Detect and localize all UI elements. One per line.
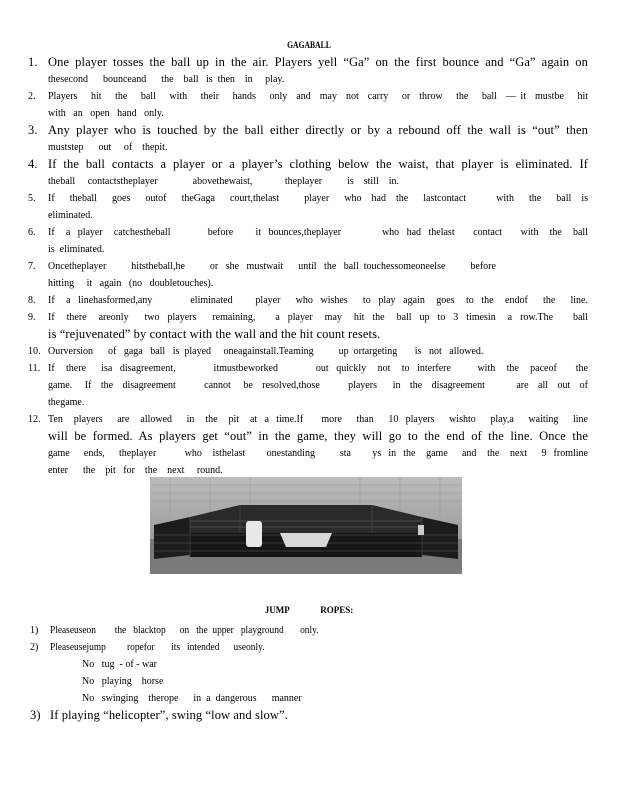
rule-text-line: with an open hand only.: [48, 108, 164, 119]
jump-rule-text: If playing “helicopter”, swing “low and slow”.: [50, 708, 288, 722]
rule-text-line: If theball goes outof theGaga court,thelast player who had the lastcontact with the ball is: [48, 193, 588, 204]
rule-text-line: thesecond bounceand the ball is then in play.: [48, 74, 285, 85]
rule-text-line: will be formed. As players get “out” in the game, they will go to the end of the line. Once the: [48, 429, 588, 443]
rule-text-line: hitting it again (no doubletouches).: [48, 278, 214, 289]
rule-number: 1.: [28, 55, 38, 69]
rule-text-line: Oncetheplayer hitstheball,he or she mustwait until the ball touchessomeoneelse before: [48, 261, 496, 272]
rule-text-line: Ourversion of gaga ball is played oneagainstall.Teaming up ortargeting is not allowed.: [48, 346, 484, 357]
rule-number: 5.: [28, 193, 36, 204]
gagaball-rule: [28, 309, 588, 343]
gagaball-rule: [28, 258, 588, 292]
ropes-title-word: ROPES:: [320, 605, 354, 615]
rule-number: 10.: [28, 346, 41, 357]
jump-rule-number: 2): [30, 642, 39, 653]
jump-rule-text: Pleaseuseon the blacktop on the upper playground only.: [50, 625, 319, 636]
gagaball-rule: [28, 224, 588, 258]
rule-number: 8.: [28, 295, 36, 306]
gagaball-rule: [28, 122, 588, 156]
gagaball-rule: [28, 54, 588, 88]
rule-number: 12.: [28, 414, 41, 425]
jump-subrule: No playing horse: [82, 676, 164, 687]
gagaball-rule: [28, 360, 588, 411]
rule-text-line: If a player catchestheball before it bounces,theplayer who had thelast contact with the ball: [48, 227, 588, 238]
gaga-pit-photo: [150, 477, 462, 574]
rule-text-line: thegame.: [48, 397, 85, 408]
rule-number: 4.: [28, 157, 38, 171]
rule-text-line: is “rejuvenated” by contact with the wall and the hit count resets.: [48, 327, 381, 341]
rule-number: 9.: [28, 312, 36, 323]
rule-text-line: enter the pit for the next round.: [48, 465, 223, 476]
jump-rule-number: 1): [30, 625, 39, 636]
jump-rule-text: Pleaseusejump ropefor its intended useonly.: [50, 642, 265, 653]
jump-subrule: No swinging therope in a dangerous manner: [82, 693, 302, 704]
gagaball-rule: [28, 343, 588, 360]
gagaball-rule: [28, 292, 588, 309]
gagaball-rule: [28, 156, 588, 190]
rule-text-line: Ten players are allowed in the pit at a time.If more than 10 players wishto play,a waiting line: [48, 414, 588, 425]
rule-text-line: game ends, theplayer who isthelast onestanding sta ys in the game and the next 9 fromline: [48, 448, 588, 459]
rule-number: 11.: [28, 363, 41, 374]
jump-ropes-list: [30, 622, 550, 724]
rule-text-line: One player tosses the ball up in the air. Players yell “Ga” on the first bounce and “Ga” again on: [48, 55, 588, 69]
rule-text-line: is eliminated.: [48, 244, 105, 255]
jump-rule-3: [30, 707, 550, 724]
jump-rule-2: [30, 639, 550, 656]
jump-ropes-title: [0, 605, 618, 615]
rule-text-line: game. If the disagreement cannot be resolved,those players in the disagreement are all out of: [48, 380, 588, 391]
rule-text-line: If the ball contacts a player or a player’s clothing below the waist, that player is eliminated. If: [48, 157, 588, 171]
gagaball-rules-list: [28, 54, 588, 479]
rule-text-line: If there isa disagreement, itmustbeworked out quickly not to interfere with the paceof the: [48, 363, 588, 374]
rule-text-line: Any player who is touched by the ball either directly or by a rebound off the wall is “out” then: [48, 123, 588, 137]
gagaball-rule: [28, 190, 588, 224]
rule-text-line: Players hit the ball with their hands only and may not carry or throw the ball — it mustbe hit: [48, 91, 588, 102]
rule-number: 7.: [28, 261, 36, 272]
gagaball-rule: [28, 411, 588, 479]
gagaball-rule: [28, 88, 588, 122]
rule-text-line: eliminated.: [48, 210, 93, 221]
rule-text-line: If there areonly two players remaining, a player may hit the ball up to 3 timesin a row.The ball: [48, 312, 588, 323]
rule-text-line: muststep out of thepit.: [48, 142, 168, 153]
jump-rule-number: 3): [30, 708, 41, 722]
jump-subrule: No tug - of - war: [82, 659, 157, 670]
rule-number: 3.: [28, 123, 38, 137]
rule-text-line: If a linehasformed,any eliminated player who wishes to play again goes to the endof the line.: [48, 295, 588, 306]
rule-number: 2.: [28, 91, 36, 102]
rule-text-line: theball contactstheplayer abovethewaist, theplayer is still in.: [48, 176, 400, 187]
jump-title-word: JUMP: [264, 605, 290, 615]
jump-rule-1: [30, 622, 550, 639]
rule-number: 6.: [28, 227, 36, 238]
document-title: GAGABALL: [287, 40, 331, 50]
